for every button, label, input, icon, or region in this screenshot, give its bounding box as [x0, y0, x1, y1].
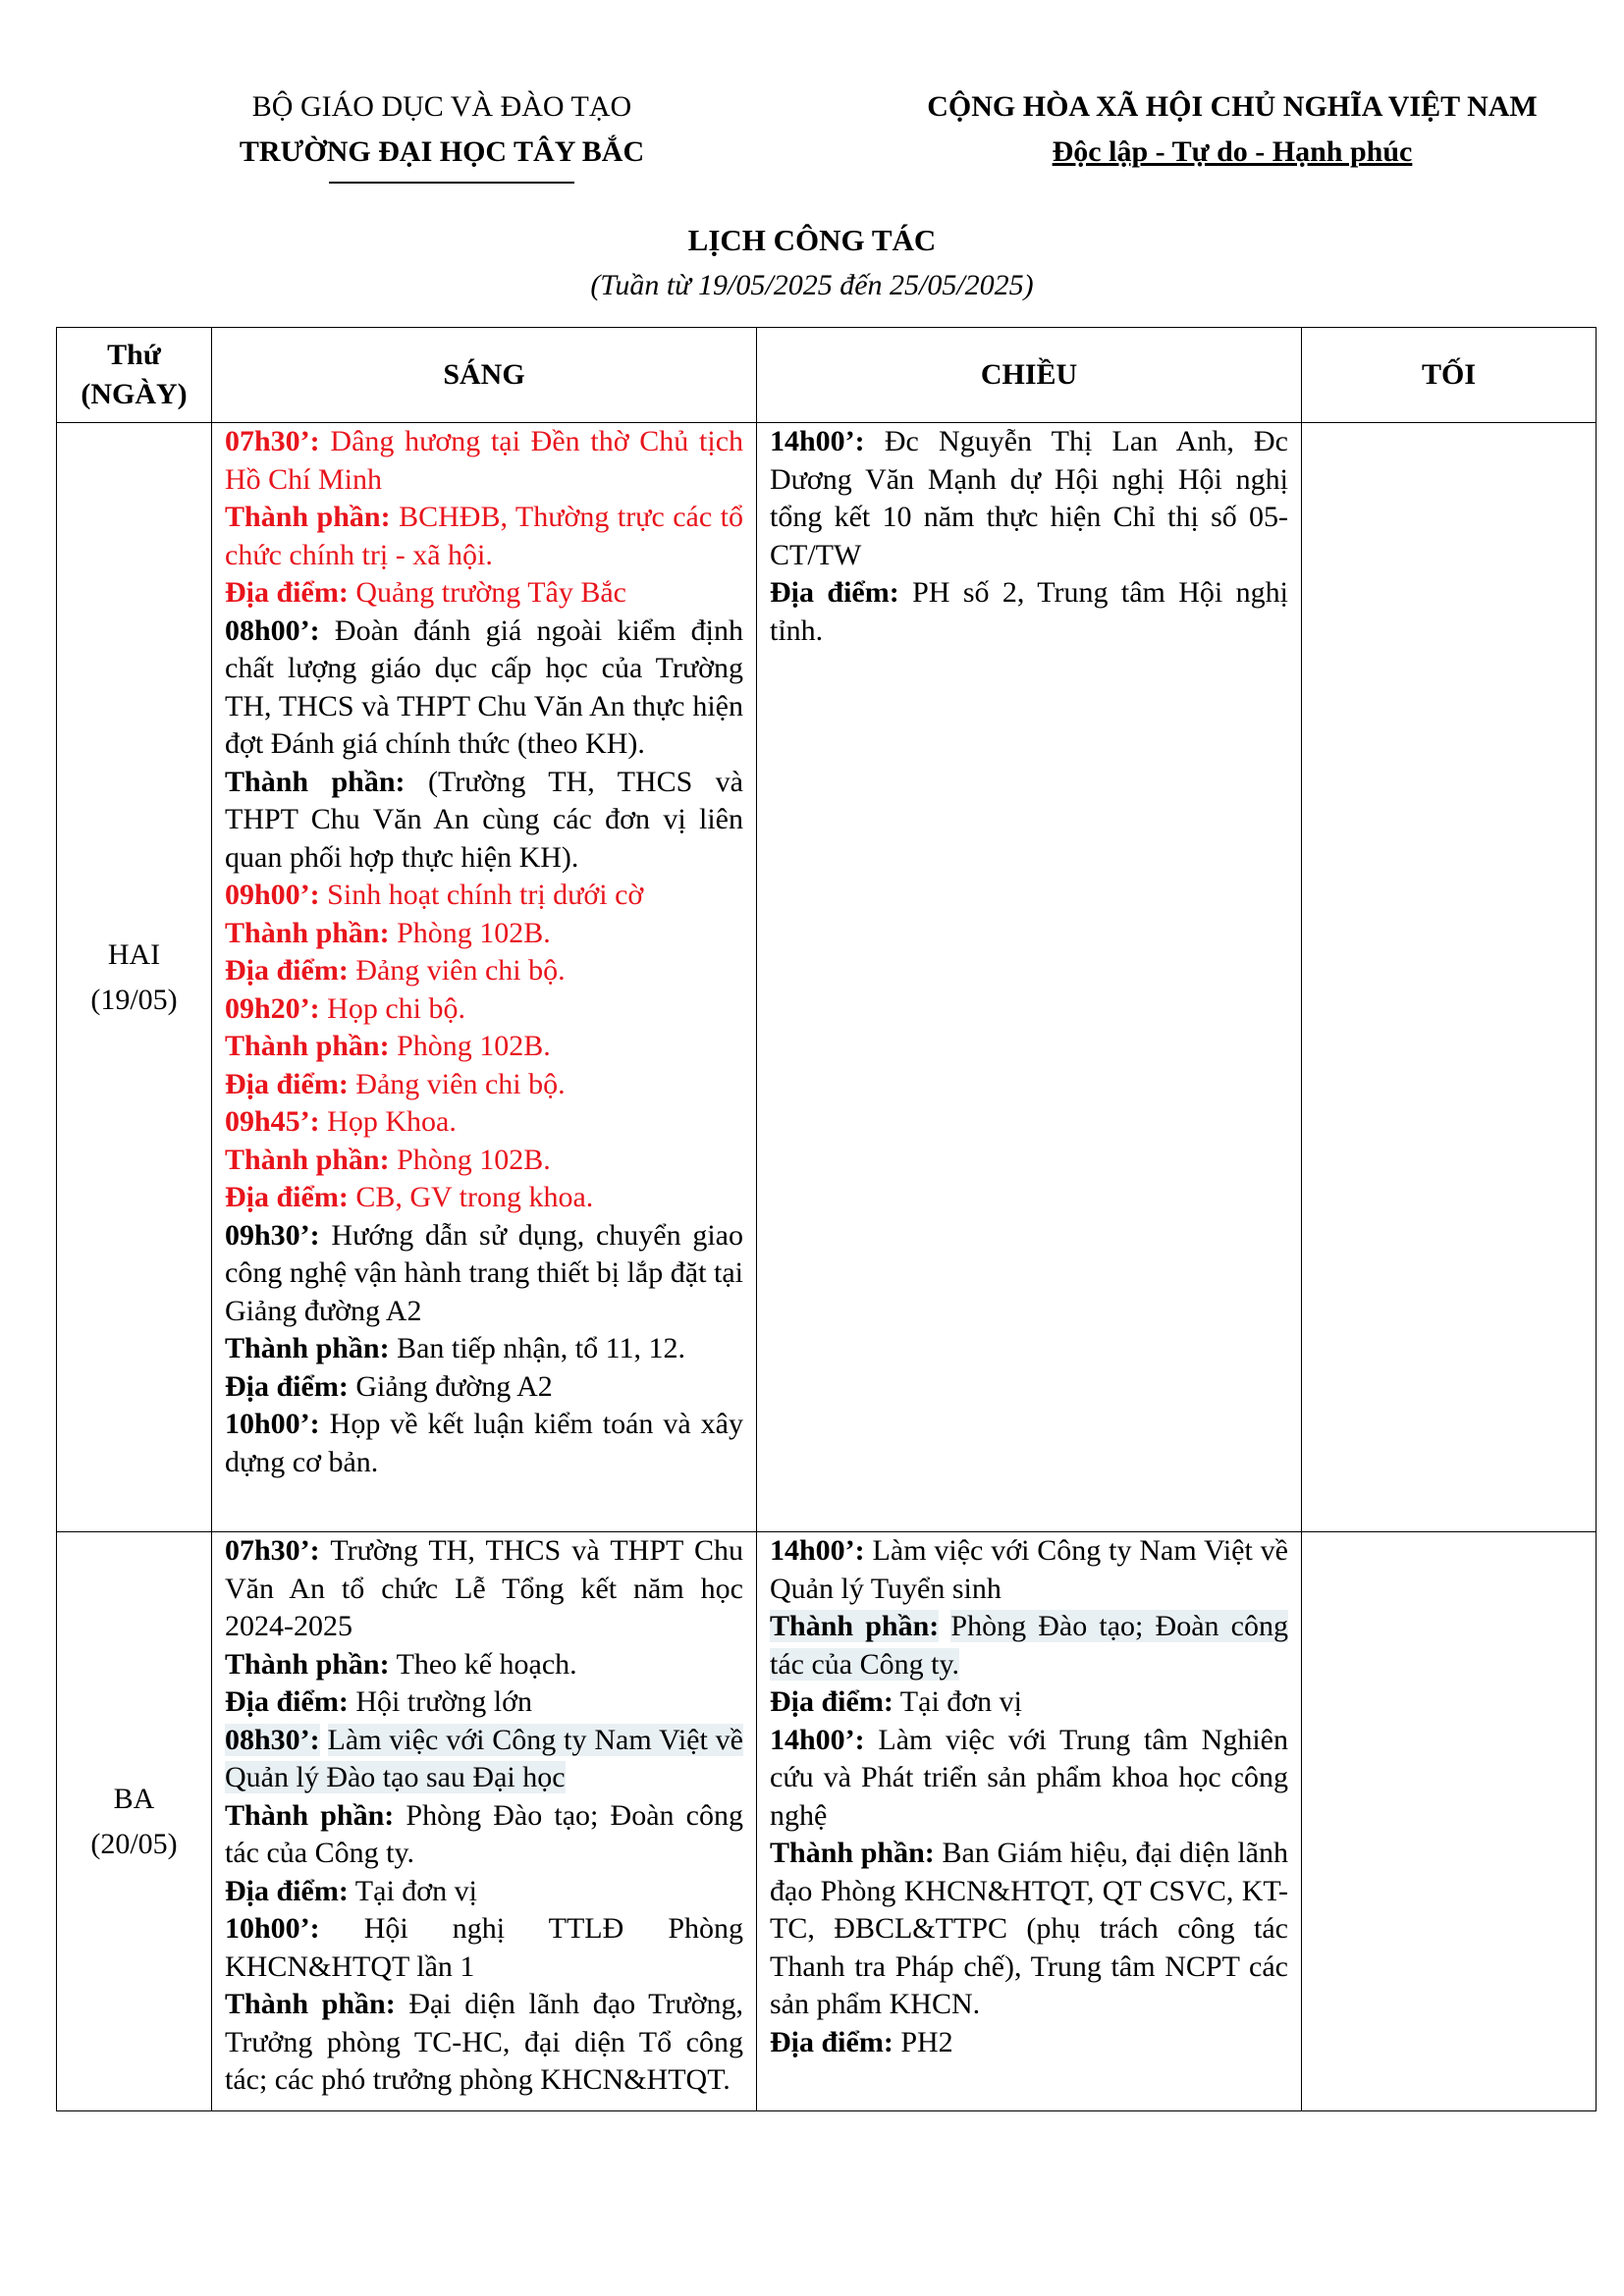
entry-content: Hội trường lớn: [355, 1685, 532, 1718]
entry-content: Đảng viên chi bộ.: [355, 954, 566, 987]
entry-content: Phòng Đào tạo; Đoàn công tác của Công ty.: [225, 1798, 743, 1869]
entry-time: 10h00’:: [225, 1408, 320, 1440]
schedule-entry: [225, 613, 743, 764]
entry-time: 14h00’:: [770, 1723, 865, 1756]
column-header-day-line2: (NGÀY): [81, 378, 188, 410]
entry-content: Phòng 102B.: [397, 1030, 551, 1062]
entry-content: Ban tiếp nhận, tổ 11, 12.: [397, 1332, 685, 1364]
entry-content: Giảng đường A2: [355, 1369, 553, 1403]
entry-content: Đc Nguyễn Thị Lan Anh, Đc Dương Văn Mạnh dự Hội nghị Hội nghị tổng kết 10 năm thực hiện Chỉ thị số 05-CT/TW: [770, 425, 1288, 571]
page-subtitle: (Tuần từ 19/05/2025 đến 25/05/2025): [590, 269, 1034, 301]
entry-time: 08h00’:: [225, 614, 320, 647]
entry-label: Địa điểm:: [225, 1067, 349, 1100]
entry-label: Thành phần:: [225, 1647, 390, 1681]
entry-label: Địa điểm:: [770, 576, 899, 609]
entry-time: 07h30’:: [225, 1534, 320, 1567]
entry-label: Địa điểm:: [225, 576, 349, 609]
schedule-entry: [770, 574, 1288, 650]
entry-label: Địa điểm:: [770, 1685, 893, 1718]
schedule-entry: [770, 1532, 1288, 1608]
entry-label: Thành phần:: [225, 1988, 396, 2020]
entry-content: Hội nghị TTLĐ Phòng KHCN&HTQT lần 1: [225, 1912, 744, 1983]
schedule-entry: [225, 1217, 743, 1331]
entry-content: Làm việc với Công ty Nam Việt về Quản lý Đào tạo sau Đại học: [225, 1723, 743, 1793]
entry-label: Thành phần:: [225, 1143, 390, 1176]
schedule-entry: [225, 1066, 743, 1104]
entry-label: Thành phần:: [225, 765, 406, 798]
column-header-morning: SÁNG: [212, 328, 757, 423]
entry-content: Sinh hoạt chính trị dưới cờ: [327, 879, 644, 911]
table-row: [57, 423, 1597, 1532]
day-date: (20/05): [90, 1827, 178, 1860]
schedule-entry: [225, 1646, 743, 1684]
day-date: (19/05): [90, 983, 178, 1016]
entry-time: 09h30’:: [225, 1218, 320, 1252]
morning-cell: [212, 423, 757, 1532]
evening-cell: [1302, 423, 1597, 1532]
entry-label: Thành phần:: [225, 916, 390, 949]
entry-label: Thành phần:: [225, 1798, 395, 1832]
entry-label: Thành phần:: [225, 1030, 390, 1062]
entry-content: CB, GV trong khoa.: [355, 1181, 594, 1213]
schedule-entry: [770, 1722, 1288, 1836]
entry-content: Quảng trường Tây Bắc: [355, 576, 626, 609]
schedule-entry: [225, 1986, 743, 2100]
schedule-body: [57, 423, 1597, 2111]
column-header-evening: TỐI: [1302, 328, 1597, 423]
country-name: CỘNG HÒA XÃ HỘI CHỦ NGHĨA VIỆT NAM: [927, 90, 1538, 123]
schedule-entry: [225, 1028, 743, 1066]
morning-cell: [212, 1532, 757, 2111]
schedule-entry: [225, 574, 743, 613]
entry-time: 09h00’:: [225, 879, 320, 911]
entry-content: Tại đơn vị: [354, 1874, 477, 1907]
entry-content: Làm việc với Công ty Nam Việt về Quản lý Tuyển sinh: [770, 1534, 1288, 1605]
header-left: [196, 84, 687, 175]
entry-content: Đại diện lãnh đạo Trường, Trưởng phòng TC-HC, đại diện Tổ công tác; các phó trưởng phòng KHCN&HTQT.: [225, 1988, 744, 2096]
entry-time: 14h00’:: [770, 1534, 865, 1567]
entry-label: Thành phần:: [770, 1837, 935, 1869]
entry-content: (Trường TH, THCS và THPT Chu Văn An cùng các đơn vị liên quan phối hợp thực hiện KH).: [225, 765, 743, 874]
entry-time: 14h00’:: [770, 425, 865, 457]
day-cell: [57, 1532, 212, 2111]
schedule-entry: [225, 1873, 743, 1911]
entry-label: Địa điểm:: [225, 1685, 349, 1718]
ministry-name: BỘ GIÁO DỤC VÀ ĐÀO TẠO: [251, 90, 632, 123]
schedule-entry: [225, 1330, 743, 1368]
entry-label: Địa điểm:: [770, 2025, 893, 2058]
entry-content: Phòng 102B.: [397, 1143, 551, 1176]
column-header-afternoon: CHIỀU: [757, 328, 1302, 423]
entry-content: Đảng viên chi bộ.: [355, 1067, 566, 1100]
entry-time: 10h00’:: [225, 1912, 320, 1945]
afternoon-cell: [757, 1532, 1302, 2111]
evening-cell: [1302, 1532, 1597, 2111]
schedule-entry: [225, 877, 743, 915]
schedule-entry: [225, 423, 743, 499]
entry-label: Địa điểm:: [225, 1874, 349, 1907]
schedule-entry: [225, 1142, 743, 1180]
column-header-day: [57, 328, 212, 423]
day-name: HAI: [107, 937, 161, 971]
entry-content: Đoàn đánh giá ngoài kiểm định chất lượng giáo dục cấp học của Trường TH, THCS và THPT Chu Văn An thực hiện đợt Đánh giá chính thức (theo KH).: [225, 614, 743, 760]
schedule-entry: [225, 1910, 743, 1986]
schedule-entry: [225, 915, 743, 953]
entry-label: Thành phần:: [225, 501, 391, 533]
entry-content: Hướng dẫn sử dụng, chuyển giao công nghệ vận hành trang thiết bị lắp đặt tại Giảng đường A2: [225, 1218, 743, 1327]
schedule-entry: [225, 499, 743, 574]
entry-content: Phòng 102B.: [397, 916, 551, 949]
schedule-entry: [770, 1608, 1288, 1683]
entry-content: Làm việc với Trung tâm Nghiên cứu và Phát triển sản phẩm khoa học công nghệ: [770, 1723, 1288, 1832]
header-divider: [329, 182, 574, 184]
schedule-entry: [225, 990, 743, 1029]
schedule-entry: [225, 1179, 743, 1217]
schedule-entry: [770, 1835, 1288, 2024]
entry-content: Họp Khoa.: [327, 1105, 457, 1138]
entry-label: Địa điểm:: [225, 1369, 349, 1403]
entry-content: Tại đơn vị: [899, 1685, 1022, 1718]
schedule-entry: [225, 1406, 743, 1481]
column-header-day-line1: Thứ: [107, 339, 161, 371]
entry-time: 09h20’:: [225, 991, 320, 1025]
entry-label: Địa điểm:: [225, 1181, 349, 1213]
entry-content: Ban Giám hiệu, đại diện lãnh đạo Phòng KHCN&HTQT, QT CSVC, KT-TC, ĐBCL&TTPC (phụ trách công tác Thanh tra Pháp chế), Trung tâm NCPT các sản phẩm KHCN.: [770, 1837, 1288, 2020]
schedule-entry: [225, 1683, 743, 1722]
page-title: LỊCH CÔNG TÁC: [687, 223, 937, 257]
entry-content: PH2: [900, 2025, 953, 2058]
table-row: [57, 1532, 1597, 2111]
entry-label: Địa điểm:: [225, 954, 349, 987]
national-motto: Độc lập - Tự do - Hạnh phúc: [1052, 135, 1413, 168]
day-cell: [57, 423, 212, 1532]
header-right: [864, 84, 1600, 175]
entry-content: Họp về kết luận kiểm toán và xây dựng cơ bản.: [225, 1408, 743, 1478]
schedule-entry: [225, 1368, 743, 1407]
entry-content: Trường TH, THCS và THPT Chu Văn An tổ chức Lễ Tổng kết năm học 2024-2025: [225, 1534, 743, 1642]
entry-content: Phòng Đào tạo; Đoàn công tác của Công ty.: [770, 1610, 1288, 1681]
schedule-entry: [225, 1722, 743, 1797]
entry-content: Theo kế hoạch.: [396, 1647, 577, 1681]
schedule-entry: [225, 1532, 743, 1646]
schedule-entry: [225, 952, 743, 990]
entry-content: Họp chi bộ.: [327, 991, 465, 1025]
entry-label: Thành phần:: [225, 1332, 390, 1364]
entry-content: BCHĐB, Thường trực các tổ chức chính trị - xã hội.: [225, 501, 744, 571]
afternoon-cell: [757, 423, 1302, 1532]
schedule-entry: [770, 2024, 1288, 2062]
schedule-entry: [770, 423, 1288, 574]
table-header-row: [57, 328, 1597, 423]
schedule-entry: [225, 1797, 743, 1873]
entry-label: Thành phần:: [770, 1610, 940, 1642]
university-name: TRƯỜNG ĐẠI HỌC TÂY BẮC: [239, 135, 645, 168]
schedule-table: [56, 327, 1597, 2111]
schedule-entry: [225, 764, 743, 878]
entry-content: PH số 2, Trung tâm Hội nghị tỉnh.: [770, 576, 1288, 647]
day-name: BA: [113, 1782, 155, 1815]
entry-time: 09h45’:: [225, 1105, 320, 1138]
entry-content: Dâng hương tại Đền thờ Chủ tịch Hồ Chí Minh: [225, 425, 744, 496]
schedule-entry: [770, 1683, 1288, 1722]
schedule-entry: [225, 1103, 743, 1142]
entry-time: 07h30’:: [225, 425, 320, 457]
entry-time: 08h30’:: [225, 1723, 320, 1756]
